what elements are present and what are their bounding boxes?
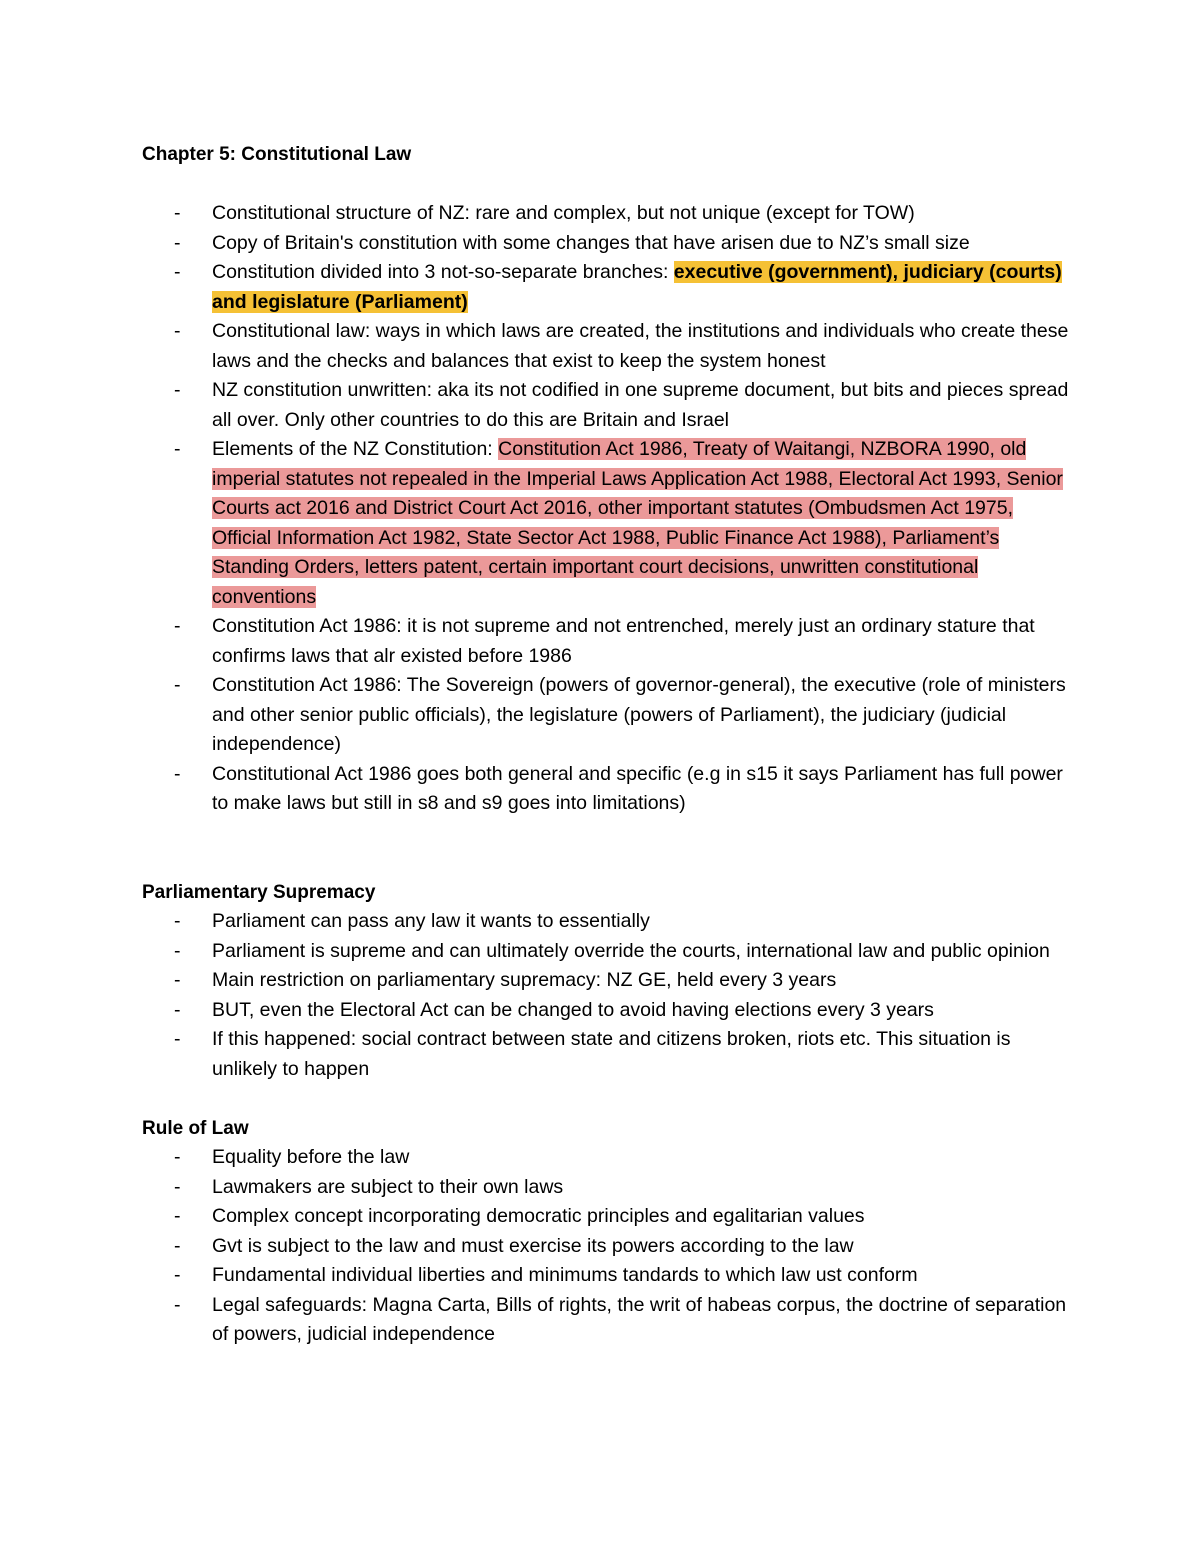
list-item bbox=[142, 1173, 1072, 1203]
bullet-dash: - bbox=[174, 1205, 181, 1227]
list-item-text: Fundamental individual liberties and minimums tandards to which law ust conform bbox=[212, 1264, 918, 1286]
list-item-text: Constitutional structure of NZ: rare and complex, but not unique (except for TOW) bbox=[212, 202, 915, 224]
list-item bbox=[142, 1202, 1072, 1232]
bullet-dash: - bbox=[174, 438, 181, 460]
list-item bbox=[142, 376, 1072, 435]
list-item-text: If this happened: social contract between state and citizens broken, riots etc. This situation is unlikely to happen bbox=[212, 1028, 1011, 1080]
list-item-text: Constitutional law: ways in which laws are created, the institutions and individuals who create these laws and the checks and balances that exist to keep the system honest bbox=[212, 320, 1069, 372]
bullet-dash: - bbox=[174, 762, 181, 785]
bullet-dash: - bbox=[174, 379, 181, 401]
bullet-dash: - bbox=[174, 615, 181, 637]
supremacy-section bbox=[142, 878, 1072, 1085]
highlighted-branches-text: executive (government), judiciary (courts) and legislature (Parliament) bbox=[212, 261, 1062, 313]
list-item bbox=[142, 229, 1072, 259]
bullet-dash: - bbox=[174, 202, 181, 224]
list-item bbox=[142, 966, 1072, 996]
bullet-dash: - bbox=[174, 1293, 181, 1316]
list-item bbox=[142, 760, 1072, 819]
list-item-text: Constitutional Act 1986 goes both general and specific (e.g in s15 it says Parliament has full power to make laws but still in s8 and s9 goes into limitations) bbox=[212, 762, 1063, 814]
list-item bbox=[142, 1232, 1072, 1262]
list-item bbox=[142, 1261, 1072, 1291]
list-item-text: Constitution Act 1986: The Sovereign (powers of governor-general), the executive (role of ministers and other senior public officials), the legislature (powers of Parliament), the judiciary (judicial independence) bbox=[212, 674, 1066, 755]
spacer bbox=[142, 1084, 1072, 1114]
bullet-dash: - bbox=[174, 1146, 181, 1168]
list-item bbox=[142, 612, 1072, 671]
list-item-text: Copy of Britain's constitution with some changes that have arisen due to NZ’s small size bbox=[212, 231, 970, 254]
bullet-dash: - bbox=[174, 1234, 181, 1257]
list-item bbox=[142, 937, 1072, 967]
bullet-dash: - bbox=[174, 969, 181, 991]
bullet-dash: - bbox=[174, 910, 181, 932]
list-item bbox=[142, 671, 1072, 760]
bullet-dash: - bbox=[174, 998, 181, 1021]
list-item-text: NZ constitution unwritten: aka its not codified in one supreme document, but bits and pieces spread all over. Only other countries to do this are Britain and Israel bbox=[212, 379, 1069, 431]
bullet-dash: - bbox=[174, 231, 181, 254]
list-item bbox=[142, 435, 1072, 612]
list-item bbox=[142, 907, 1072, 937]
bullet-dash: - bbox=[174, 320, 181, 342]
supremacy-bullet-list bbox=[142, 907, 1072, 1084]
document-page bbox=[142, 140, 1072, 1350]
list-item-text: Main restriction on parliamentary supremacy: NZ GE, held every 3 years bbox=[212, 969, 837, 991]
list-item-text: Gvt is subject to the law and must exercise its powers according to the law bbox=[212, 1234, 854, 1257]
list-item bbox=[142, 1143, 1072, 1173]
list-item bbox=[142, 258, 1072, 317]
list-item bbox=[142, 1291, 1072, 1350]
list-item-text: Elements of the NZ Constitution: bbox=[212, 438, 499, 460]
highlighted-elements-text: Constitution Act 1986, Treaty of Waitangi, NZBORA 1990, old imperial statutes not repealed in the Imperial Laws Application Act 1988, Electoral Act 1993, Senior Courts act 2016 and District Court Act 2016, other important statutes (Ombudsmen Act 1975, Official Information Act 1982, State Sector Act 1988, Public Finance Act 1988), Parliament’s Standing Orders, letters patent, certain important court decisions, unwritten constitutional conventions bbox=[212, 438, 1063, 608]
bullet-dash: - bbox=[174, 1028, 181, 1050]
list-item bbox=[142, 996, 1072, 1026]
list-item-text: Complex concept incorporating democratic principles and egalitarian values bbox=[212, 1205, 865, 1227]
list-item bbox=[142, 1025, 1072, 1084]
list-item-text: Legal safeguards: Magna Carta, Bills of rights, the writ of habeas corpus, the doctrine of separation of powers, judicial independence bbox=[212, 1293, 1067, 1345]
list-item-text: Constitution Act 1986: it is not supreme and not entrenched, merely just an ordinary stature that confirms laws that alr existed before 1986 bbox=[212, 615, 1035, 667]
bullet-dash: - bbox=[174, 939, 181, 962]
supremacy-heading: Parliamentary Supremacy bbox=[142, 881, 376, 903]
bullet-dash: - bbox=[174, 261, 181, 283]
rule-of-law-heading: Rule of Law bbox=[142, 1117, 249, 1139]
list-item-text: Equality before the law bbox=[212, 1146, 410, 1168]
list-item-text: Constitution divided into 3 not-so-separate branches: bbox=[212, 261, 674, 283]
list-item-text: BUT, even the Electoral Act can be changed to avoid having elections every 3 years bbox=[212, 998, 934, 1021]
bullet-dash: - bbox=[174, 1175, 181, 1198]
spacer bbox=[142, 819, 1072, 878]
list-item bbox=[142, 317, 1072, 376]
chapter-bullet-list bbox=[142, 199, 1072, 819]
chapter-section bbox=[142, 140, 1072, 819]
list-item-text: Lawmakers are subject to their own laws bbox=[212, 1175, 564, 1198]
list-item bbox=[142, 199, 1072, 229]
bullet-dash: - bbox=[174, 674, 181, 696]
list-item-text: Parliament can pass any law it wants to essentially bbox=[212, 910, 650, 932]
rule-of-law-section bbox=[142, 1114, 1072, 1350]
chapter-heading: Chapter 5: Constitutional Law bbox=[142, 144, 412, 165]
list-item-text: Parliament is supreme and can ultimately override the courts, international law and public opinion bbox=[212, 939, 1050, 962]
bullet-dash: - bbox=[174, 1264, 181, 1286]
rule-of-law-bullet-list bbox=[142, 1143, 1072, 1350]
spacer bbox=[142, 170, 1072, 200]
